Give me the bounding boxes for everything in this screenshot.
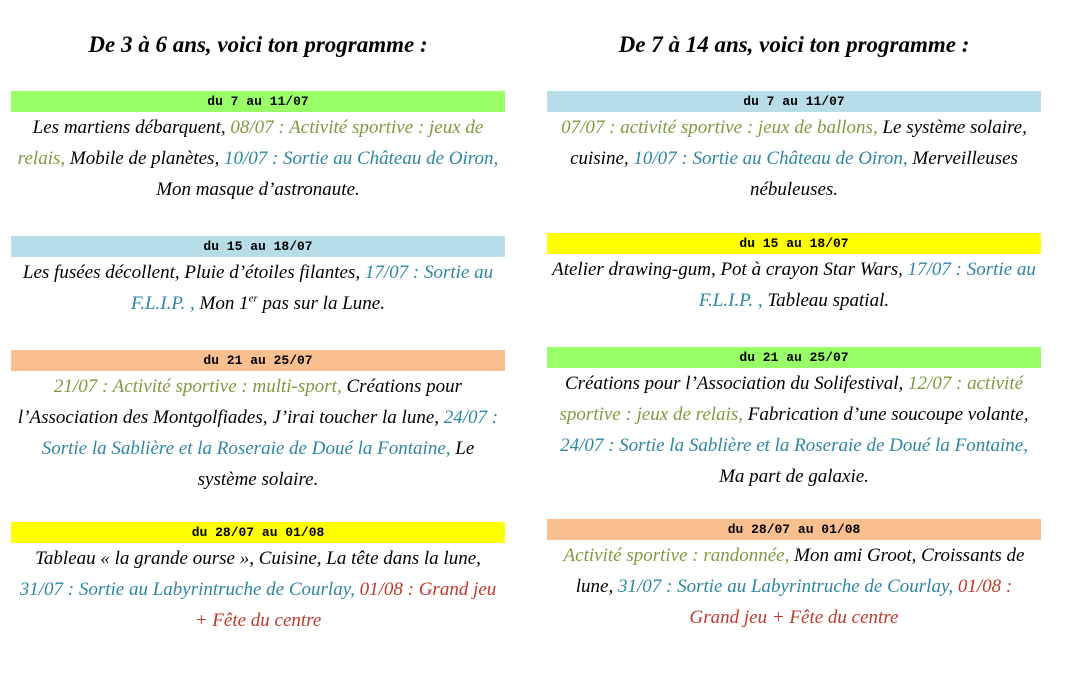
activity-segment: 17/07 : Sortie au F.L.I.P. , [698, 259, 1036, 311]
activity-segment: Le système solaire. [197, 438, 475, 490]
week-dates-bar: du 15 au 18/07 [11, 236, 505, 257]
activity-segment: 21/07 : Activité sportive : multi-sport, [53, 376, 347, 397]
activity-segment: Le système solaire, cuisine, [570, 117, 1027, 169]
activity-segment: 12/07 : activité sportive : jeux de relais, [559, 373, 1024, 425]
activity-segment: Fabrication d’une soucoupe volante, [747, 404, 1029, 425]
week-activities [11, 543, 505, 636]
program-7-14-heading: De 7 à 14 ans, voici ton programme : [618, 32, 970, 57]
week-dates-bar: du 28/07 au 01/08 [547, 519, 1041, 540]
week-activities [547, 368, 1041, 492]
activity-segment: 08/07 : Activité sportive : jeux de relais, [17, 117, 484, 169]
activity-segment: Merveilleuses nébuleuses. [749, 148, 1018, 200]
activity-segment: 01/08 : Grand jeu + Fête du centre [194, 579, 497, 631]
activity-segment: Ma part de galaxie. [719, 466, 869, 487]
activity-segment: 24/07 : Sortie la Sablière et la Roseraie de Doué la Fontaine, [41, 407, 499, 459]
week-dates-bar: du 21 au 25/07 [11, 350, 505, 371]
week-dates-bar: du 21 au 25/07 [547, 347, 1041, 368]
activity-segment: Les martiens débarquent, [32, 117, 231, 138]
week-block [547, 91, 1041, 205]
activity-segment: Créations pour l’Association des Montgolfiades, J’irai toucher la lune, [17, 376, 463, 428]
week-dates-bar: du 7 au 11/07 [11, 91, 505, 112]
activity-segment: Tableau « la grande ourse », Cuisine, La tête dans la lune, [35, 548, 481, 569]
activity-segment: 01/08 : Grand jeu + Fête du centre [689, 576, 1013, 628]
week-activities [547, 112, 1041, 205]
activity-segment: Créations pour l’Association du Solifestival, [564, 373, 909, 394]
activity-segment: Mon ami Groot, Croissants de lune, [575, 545, 1025, 597]
week-activities [11, 257, 505, 319]
week-dates-bar: du 15 au 18/07 [547, 233, 1041, 254]
activity-segment: 31/07 : Sortie au Labyrintruche de Courlay, [617, 576, 958, 597]
week-activities [11, 112, 505, 205]
activity-segment: pas sur la Lune. [257, 293, 385, 314]
activity-segment: 31/07 : Sortie au Labyrintruche de Courlay, [19, 579, 360, 600]
week-activities [11, 371, 505, 495]
week-dates-bar: du 7 au 11/07 [547, 91, 1041, 112]
week-block [11, 236, 505, 319]
week-dates-bar: du 28/07 au 01/08 [11, 522, 505, 543]
activity-segment: Activité sportive : randonnée, [563, 545, 795, 566]
week-activities [547, 540, 1041, 633]
week-block [547, 233, 1041, 316]
activity-segment: Mobile de planètes, [69, 148, 224, 169]
activity-segment: Atelier drawing-gum, Pot à crayon Star Wars, [552, 259, 908, 280]
week-block [11, 350, 505, 495]
week-block [547, 519, 1041, 633]
week-block [11, 91, 505, 205]
activity-segment: Mon masque d’astronaute. [156, 179, 360, 200]
activity-segment: Les fusées décollent, Pluie d’étoiles filantes, [22, 262, 365, 283]
activity-segment: 10/07 : Sortie au Château de Oiron, [223, 148, 499, 169]
week-block [547, 347, 1041, 492]
activity-segment: 24/07 : Sortie la Sablière et la Roseraie de Doué la Fontaine, [560, 435, 1028, 456]
week-block [11, 522, 505, 636]
activity-segment: er [248, 292, 258, 305]
activity-segment: 17/07 : Sortie au F.L.I.P. , [131, 262, 494, 314]
program-3-6-heading: De 3 à 6 ans, voici ton programme : [88, 32, 428, 57]
activity-segment: Mon 1 [199, 293, 249, 314]
activity-segment: 07/07 : activité sportive : jeux de ballons, [561, 117, 883, 138]
activity-segment: Tableau spatial. [767, 290, 890, 311]
week-activities [547, 254, 1041, 316]
activity-segment: 10/07 : Sortie au Château de Oiron, [633, 148, 913, 169]
